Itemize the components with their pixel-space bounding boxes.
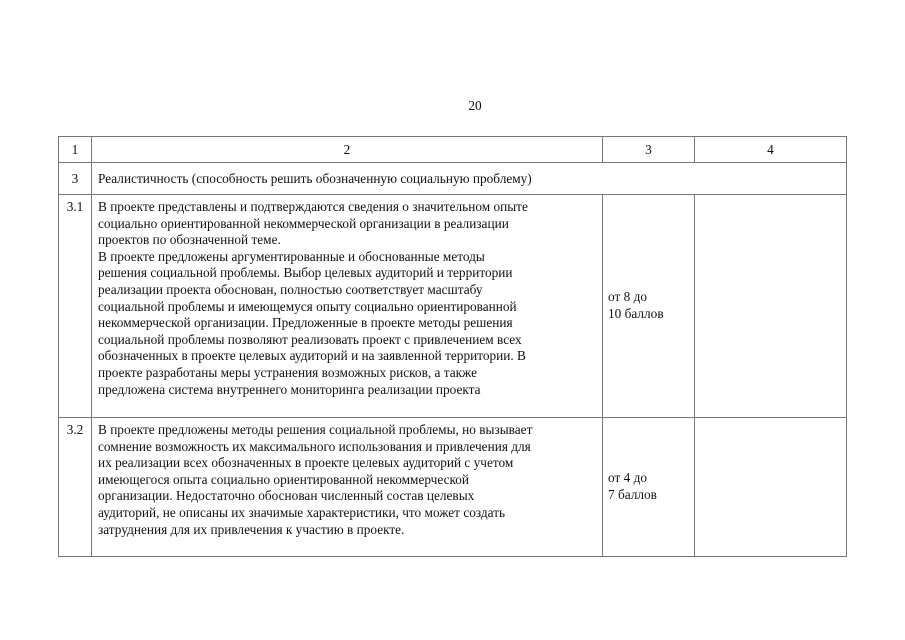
text-line: В проекте предложены методы решения социальной проблемы, но вызывает [98, 422, 533, 437]
row-number: 3.1 [59, 195, 92, 418]
text-line: сомнение возможность их максимального использования и привлечения для [98, 438, 531, 454]
score-line: 7 баллов [608, 487, 657, 502]
text-line: затруднения для их привлечения к участию в проекте. [98, 521, 405, 537]
header-row [59, 137, 847, 163]
text-line: социальной проблемы позволяют реализовать проект с привлечением всех [98, 331, 522, 347]
text-line: социальной проблемы и имеющемуся опыту социально ориентированной [98, 298, 517, 314]
row-col-4 [695, 418, 847, 557]
text-line: В проекте представлены и подтверждаются сведения о значительном опыте [98, 199, 528, 214]
section-title: Реалистичность (способность решить обозначенную социальную проблему) [92, 163, 847, 195]
text-line: их реализации всех обозначенных в проекте целевых аудиторий с учетом [98, 455, 514, 471]
text-line: В проекте предложены аргументированные и обоснованные методы [98, 248, 485, 264]
text-line: решения социальной проблемы. Выбор целевых аудиторий и территории [98, 265, 513, 281]
section-row [59, 163, 847, 195]
header-col-4: 4 [695, 137, 847, 163]
score-line: от 8 до [608, 289, 647, 305]
row-col-4 [695, 195, 847, 418]
page-number: 20 [468, 98, 482, 113]
text-line: социально ориентированной некоммерческой организации в реализации [98, 215, 509, 231]
row-number: 3.2 [59, 418, 92, 557]
text-line: проекте разработаны меры устранения возможных рисков, а также [98, 364, 477, 380]
score-line: 10 баллов [608, 306, 664, 321]
text-line: некоммерческой организации. Предложенные в проекте методы решения [98, 315, 513, 331]
row-score [603, 195, 695, 418]
text-line: аудиторий, не описаны их значимые характеристики, что может создать [98, 504, 506, 520]
text-line: проектов по обозначенной теме. [98, 232, 281, 248]
text-line: предложена система внутреннего мониторинга реализации проекта [98, 381, 481, 397]
header-col-2: 2 [92, 137, 603, 163]
text-line: имеющегося опыта социально ориентированной некоммерческой [98, 471, 470, 487]
text-line: реализации проекта обоснован, полностью соответствует масштабу [98, 281, 483, 297]
criteria-table [58, 136, 847, 557]
table-row [59, 418, 847, 557]
score-line: от 4 до [608, 470, 647, 486]
header-col-1: 1 [59, 137, 92, 163]
text-line: организации. Недостаточно обоснован численный состав целевых [98, 488, 475, 504]
row-description [92, 418, 603, 557]
table-row [59, 195, 847, 418]
row-score [603, 418, 695, 557]
section-number: 3 [59, 163, 92, 195]
text-line: обозначенных в проекте целевых аудиторий и на заявленной территории. В [98, 348, 526, 364]
header-col-3: 3 [603, 137, 695, 163]
row-description [92, 195, 603, 418]
